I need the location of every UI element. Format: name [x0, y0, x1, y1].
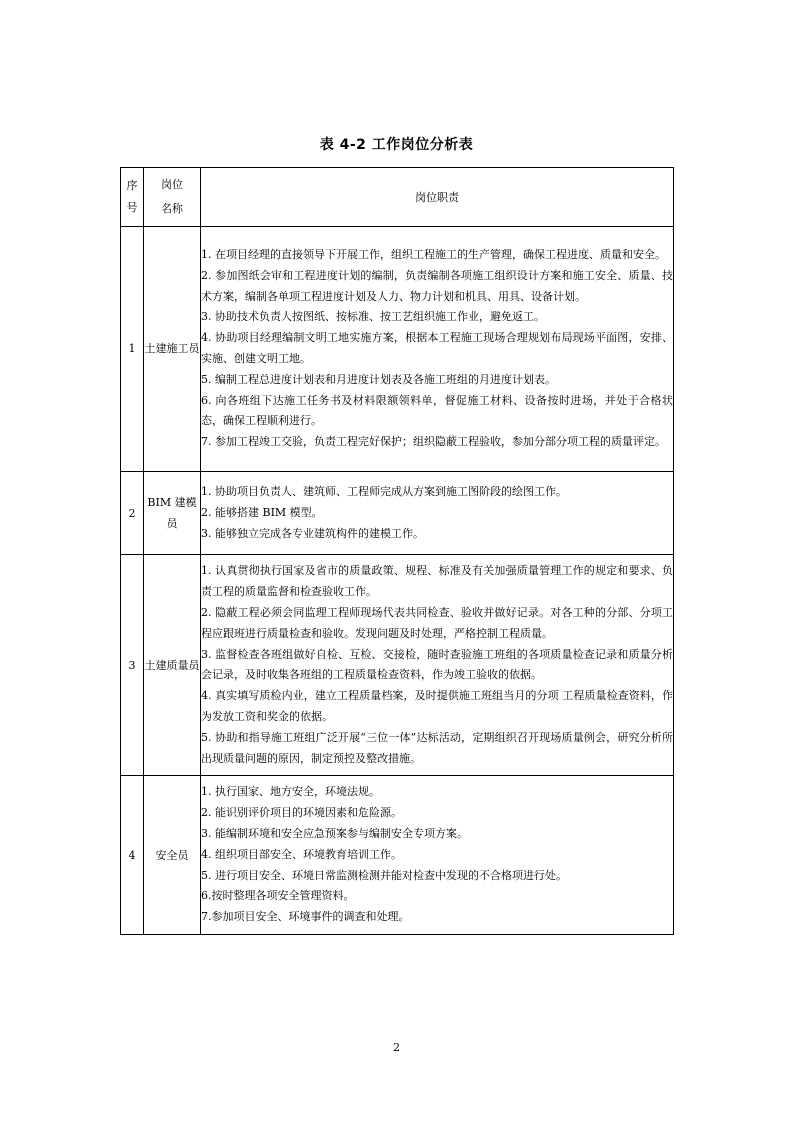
row-number: 3 [121, 555, 144, 776]
table-caption: 表 4-2 工作岗位分析表 [319, 137, 474, 153]
duty-item: 2. 参加图纸会审和工程进度计划的编制，负责编制各项施工组织设计方案和施工安全、质量、技术方案，编制各单项工程进度计划及人力、物力计划和机具、用具、设备计划。 [201, 268, 673, 303]
table-row [121, 227, 674, 472]
duty-item: 5. 协助和指导施工班组广泛开展“三位一体”达标活动，定期组织召开现场质量例会，研究分析所出现质量问题的原因，制定预控及整改措施。 [201, 730, 673, 765]
table-body [121, 227, 674, 935]
duty-item: 7. 参加工程竣工交验，负责工程完好保护；组织隐蔽工程验收，参加分部分项工程的质量评定。 [201, 435, 666, 449]
row-number: 4 [121, 776, 144, 935]
row-number: 1 [121, 227, 144, 472]
table-row [121, 776, 674, 935]
duty-item: 6. 向各班组下达施工任务书及材料限额领料单，督促施工材料、设备按时进场，并处于合格状态，确保工程顺利进行。 [201, 393, 673, 428]
position-duties [201, 776, 674, 935]
position-name: 土建质量员 [144, 555, 201, 776]
duty-item: 2. 能够搭建 BIM 模型。 [201, 505, 323, 519]
duty-item: 3. 协助技术负责人按图纸、按标准、按工艺组织施工作业，避免返工。 [201, 310, 545, 324]
duty-item: 6.按时整理各项安全管理资料。 [201, 889, 355, 903]
duty-item: 4. 组织项目部安全、环境教育培训工作。 [201, 847, 402, 861]
duty-item: 1. 在项目经理的直接领导下开展工作，组织工程施工的生产管理，确保工程进度、质量和安全。 [201, 248, 666, 261]
duty-item: 1. 认真贯彻执行国家及省市的质量政策、规程、标准及有关加强质量管理工作的规定和要求、负责工程的质量监督和检查验收工作。 [201, 564, 673, 599]
duty-item: 4. 协助项目经理编制文明工地实施方案，根据本工程施工现场合理规划布局现场平面图，安排、实施、创建文明工地。 [201, 331, 673, 365]
table-row [121, 471, 674, 554]
table-row [121, 555, 674, 776]
header-name-label: 岗位名称 [161, 178, 183, 215]
header-no-label: 序号 [126, 178, 138, 214]
duty-item: 5. 编制工程总进度计划表和月进度计划表及各施工班组的月进度计划表。 [201, 372, 556, 386]
duty-item: 3. 能够独立完成各专业建筑构件的建模工作。 [201, 526, 424, 540]
page-number: 2 [393, 1041, 400, 1054]
duty-item: 7.参加项目安全、环境事件的调查和处理。 [201, 910, 410, 924]
header-name [144, 168, 201, 227]
job-analysis-table [120, 167, 674, 935]
header-duty [201, 168, 674, 227]
position-name: 安全员 [144, 776, 201, 935]
duty-item: 1. 执行国家、地方安全，环境法规。 [201, 785, 380, 799]
duty-item: 2. 能识别评价项目的环境因素和危险源。 [201, 806, 402, 820]
duty-item: 3. 监督检查各班组做好自检、互检、交接检，随时查验施工班组的各项质量检查记录和质量分析会记录，及时收集各班组的工程质量检查资料，作为竣工验收的依据。 [201, 647, 673, 682]
position-duties [201, 555, 674, 776]
table-header-row [121, 168, 674, 227]
duty-item: 5. 进行项目安全、环境日常监测检测并能对检查中发现的不合格项进行处。 [201, 868, 567, 882]
duty-item: 4. 真实填写质检内业，建立工程质量档案，及时提供施工班组当月的分项 工程质量检查资料，作为发放工资和奖金的依据。 [201, 689, 673, 723]
duty-item: 1. 协助项目负责人、建筑师、工程师完成从方案到施工图阶段的绘图工作。 [201, 484, 567, 498]
header-no [121, 168, 144, 227]
duty-item: 3. 能编制环境和安全应急预案参与编制安全专项方案。 [201, 826, 468, 840]
row-number: 2 [121, 471, 144, 554]
position-duties [201, 227, 674, 472]
position-duties [201, 471, 674, 554]
header-duty-label: 岗位职责 [415, 191, 459, 204]
duty-item: 2. 隐蔽工程必须会同监理工程师现场代表共同检查、验收并做好记录。对各工种的分部、分项工程应跟班进行质量检查和验收。发现问题及时处理，严格控制工程质量。 [201, 605, 673, 640]
position-name: BIM 建模员 [144, 471, 201, 554]
position-name: 土建施工员 [144, 227, 201, 472]
